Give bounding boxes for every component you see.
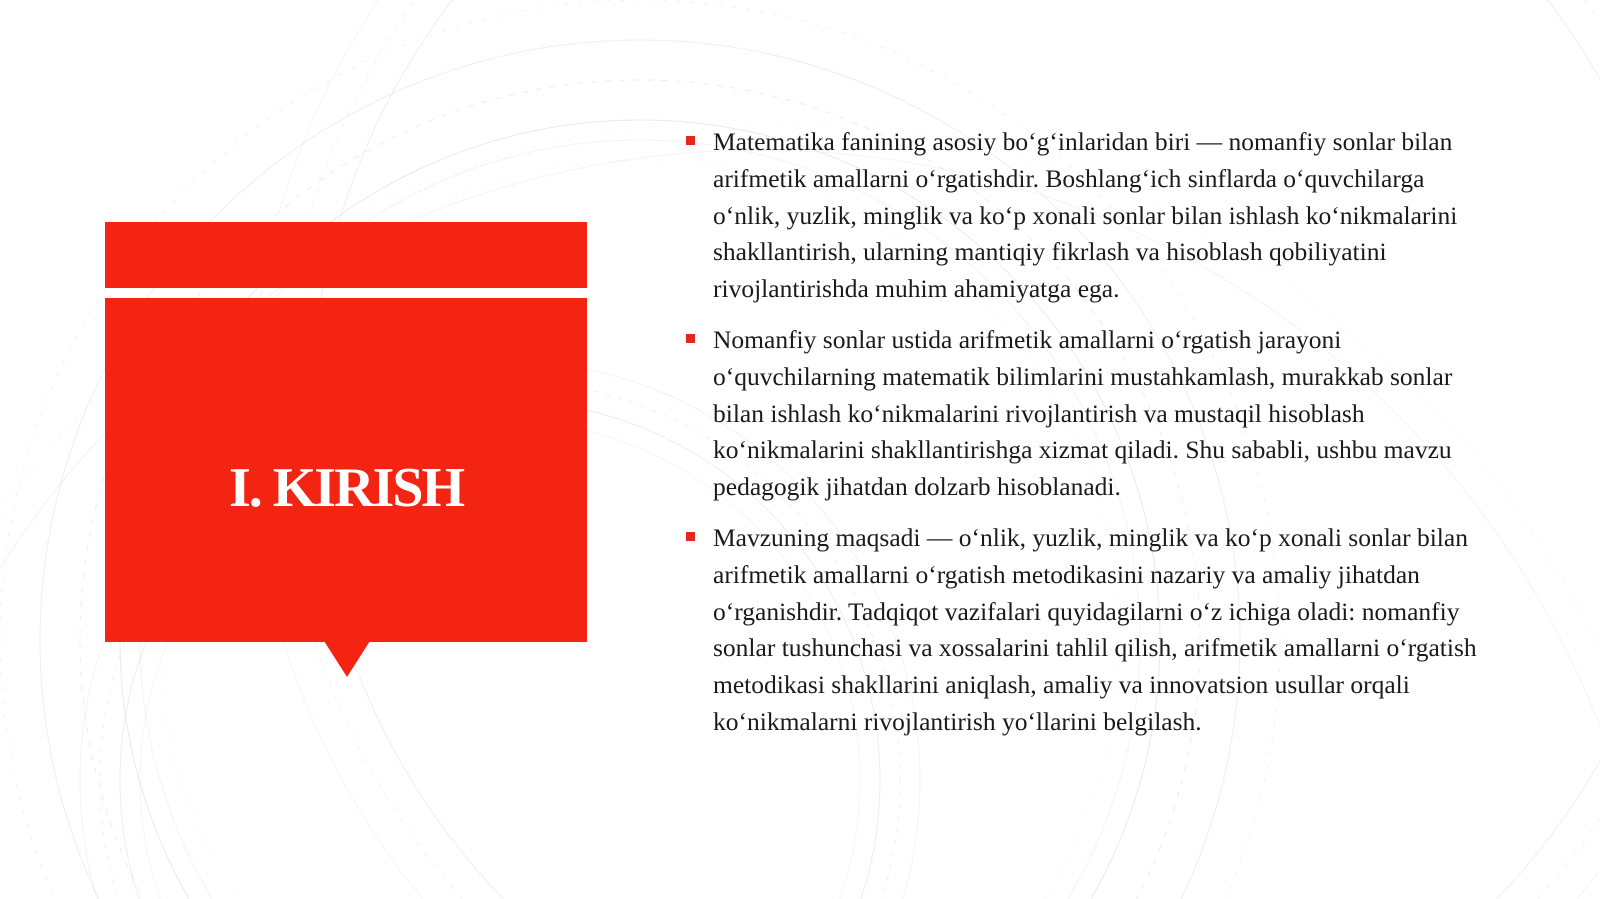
title-accent-bar [105,222,587,288]
title-pointer [324,641,370,677]
title-box [105,298,587,642]
bullet-text: Mavzuning maqsadi — o‘nlik, yuzlik, minglik va ko‘p xonali sonlar bilan arifmetik amallarni o‘rgatish metodikasini nazariy va amaliy jihatdan o‘rganishdir. Tadqiqot vazifalari quyidagilarni o‘z ichiga oladi: nomanfiy sonlar tushunchasi va xossalarini tahlil qilish, arifmetik amallarni o‘rgatish metodikasi shakllarini aniqlash, amaliy va innovatsion usullar orqali ko‘nikmalarni rivojlantirish yo‘llarini belgilash. [713,522,1477,736]
bullet-square-icon [686,532,695,541]
bullet-square-icon [686,136,695,145]
bullet-list [684,124,1484,755]
bullet-text: Nomanfiy sonlar ustida arifmetik amallarni o‘rgatish jarayoni o‘quvchilarning matematik bilimlarini mustahkamlash, murakkab sonlar bilan ishlash ko‘nikmalarini rivojlantirish va mustaqil hisoblash ko‘nikmalarini shakllantirishga xizmat qiladi. Shu sababli, ushbu mavzu pedagogik jihatdan dolzarb hisoblanadi. [713,324,1453,502]
bullet-item [684,124,1484,308]
bullet-item [684,322,1484,506]
bullet-square-icon [686,334,695,343]
slide-title: I. KIRISH [228,456,464,519]
bullet-text: Matematika fanining asosiy bo‘g‘inlaridan biri — nomanfiy sonlar bilan arifmetik amallarni o‘rgatishdir. Boshlang‘ich sinflarda o‘quvchilarga o‘nlik, yuzlik, minglik va ko‘p xonali sonlar bilan ishlash ko‘nikmalarini shakllantirish, ularning mantiqiy fikrlash va hisoblash qobiliyatini rivojlantirishda muhim ahamiyatga ega. [713,127,1458,304]
bullet-item [684,520,1484,741]
